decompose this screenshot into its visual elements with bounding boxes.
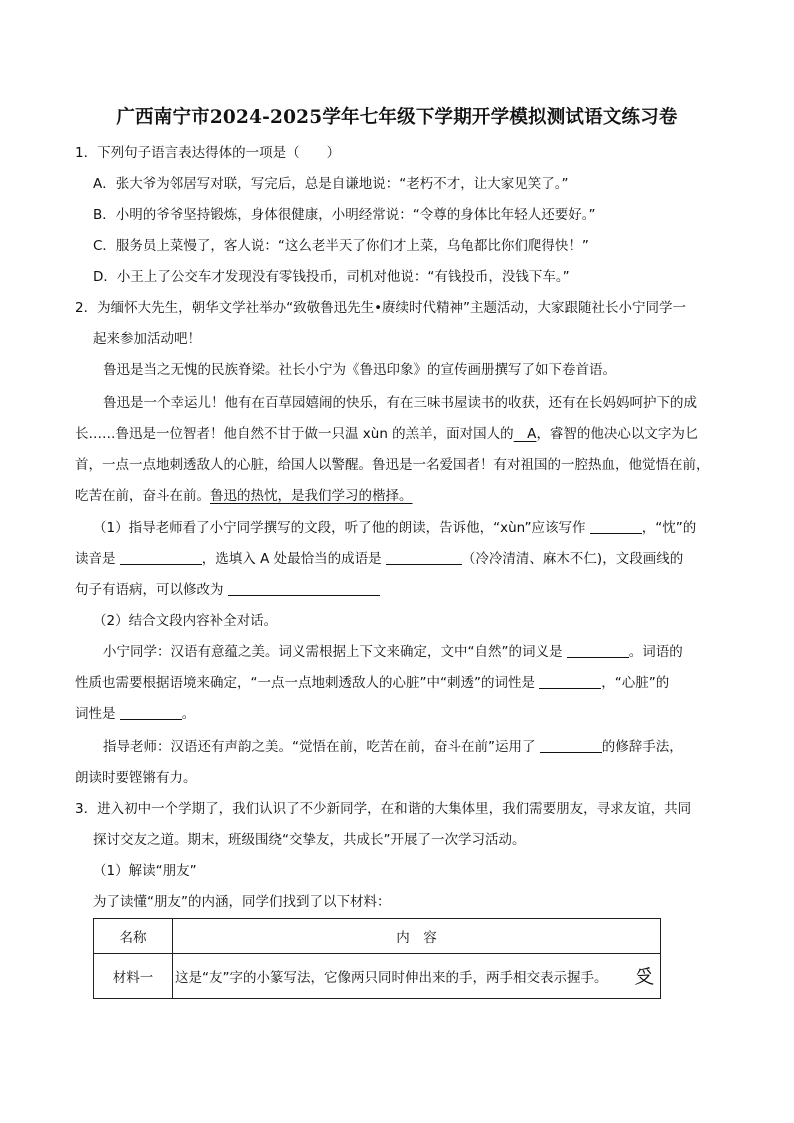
- q2-sub1-line3: [75, 580, 380, 600]
- q1-stem: 1．下列句子语言表达得体的一项是（ ）: [75, 145, 341, 161]
- answer-blank-pronunciation[interactable]: [120, 549, 202, 565]
- q1-option-c: C．服务员上菜慢了，客人说：“这么老半天了你们才上菜，乌龟都比你们爬得快！”: [93, 238, 589, 254]
- q2-sub2-title: （2）结合文段内容补全对话。: [93, 613, 278, 629]
- period-glyph: 。: [181, 706, 196, 722]
- q2-passage-line4-text: 吃苦在前，奋斗在前。: [75, 488, 210, 504]
- q3-sub1-intro: 为了读懂“朋友”的内涵，同学们找到了以下材料：: [93, 894, 391, 910]
- q2-dialog1-line2-text-b: ，“心脏”的: [601, 675, 670, 691]
- q2-dialog2-line2: 朗读时要铿锵有力。: [75, 770, 197, 786]
- q2-stem-line2: 起来参加活动吧！: [93, 331, 201, 347]
- q2-passage-line4: [75, 486, 413, 506]
- q2-dialog1-line3: [75, 704, 195, 724]
- q1-option-b: B．小明的爷爷坚持锻炼，身体很健康，小明经常说：“令尊的身体比年轻人还要好。”: [93, 207, 596, 223]
- q2-sub1-line2-text-a: 读音是: [75, 551, 116, 567]
- q2-sub1-line1-text-b: ，“忱”的: [641, 520, 697, 536]
- q2-passage-line2-text-a: 长……鲁迅是一位智者！他自然不甘于做一只温 xùn 的羔羊，面对国人的: [75, 426, 514, 442]
- table-header-name: 名称: [94, 919, 173, 954]
- q2-intro: 鲁迅是当之无愧的民族脊梁。社长小宁为《鲁迅印象》的宣传画册撰写了如下卷首语。: [103, 362, 616, 378]
- q2-dialog2-line1-text-b: 的修辞手法，: [601, 739, 683, 755]
- q2-dialog1-line1: [103, 642, 683, 662]
- answer-blank-rhetoric[interactable]: [540, 737, 602, 753]
- q2-sub1-line3-text: 句子有语病，可以修改为: [75, 582, 224, 598]
- answer-blank-correction[interactable]: [228, 580, 380, 596]
- q3-stem-line2: 探讨交友之道。期末，班级围绕“交挚友，共成长”开展了一次学习活动。: [93, 832, 526, 848]
- q2-passage-line3: 首，一点一点地刺透敌人的心脏，给国人以警醒。鲁迅是一名爱国者！有对祖国的一腔热血，他觉悟在前，: [75, 457, 710, 473]
- q1-option-d: D．小王上了公交车才发现没有零钱投币，司机对他说：“有钱投币，没钱下车。”: [93, 269, 570, 285]
- q2-dialog1-line1-text-b: 。词语的: [628, 644, 683, 660]
- answer-blank-idiom[interactable]: [386, 549, 462, 565]
- table-row: [94, 954, 661, 999]
- q2-dialog1-line1-text-a: 小宁同学：汉语有意蕴之美。词义需根据上下文来确定，文中“自然”的词义是: [103, 644, 563, 660]
- seal-script-you-glyph: 𠬪: [634, 964, 654, 988]
- q3-stem-line1: 3．进入初中一个学期了，我们认识了不少新同学，在和谐的大集体里，我们需要朋友，寻求友谊，共同: [75, 801, 692, 817]
- q2-passage-line2: [75, 424, 698, 444]
- q2-sub1-line2-text-b: ，选填入 A 处最恰当的成语是: [201, 551, 382, 567]
- q2-sub1-line2: [75, 549, 683, 569]
- table-cell-text: 这是“友”字的小篆写法，它像两只同时伸出来的手，两手相交表示握手。: [175, 970, 608, 986]
- q1-option-a: A．张大爷为邻居写对联，写完后，总是自谦地说：“老朽不才，让大家见笑了。”: [93, 176, 569, 192]
- q2-blank-a[interactable]: A: [513, 426, 537, 442]
- q2-dialog1-line2-text-a: 性质也需要根据语境来确定，“一点一点地刺透敌人的心脏”中“刺透”的词性是: [75, 675, 535, 691]
- answer-blank-pos-xinzang[interactable]: [120, 704, 182, 720]
- table-cell-content: [173, 954, 661, 999]
- q2-dialog1-line2: [75, 673, 669, 693]
- answer-blank-pos-citou[interactable]: [539, 673, 601, 689]
- q3-sub1-title: （1）解读“朋友”: [93, 863, 197, 879]
- q2-sub1-line2-text-c: （冷冷清清、麻木不仁)，文段画线的: [461, 551, 684, 567]
- q2-passage-line1: 鲁迅是一个幸运儿！他有在百草园嬉闹的快乐，有在三味书屋读书的收获，还有在长妈妈呵护下的成: [103, 395, 697, 411]
- q2-sub1-line1: [93, 518, 696, 538]
- answer-blank-meaning[interactable]: [567, 642, 629, 658]
- page-title: 广西南宁市2024-2025学年七年级下学期开学模拟测试语文练习卷: [116, 107, 678, 128]
- q2-underlined-sentence: 鲁迅的热忱，是我们学习的楷择。: [210, 488, 413, 504]
- table-header-content: 内 容: [173, 919, 661, 954]
- materials-table: [93, 918, 661, 999]
- table-cell-name: 材料一: [94, 954, 173, 999]
- table-header-row: [94, 919, 661, 954]
- q2-dialog2-line1: [103, 737, 683, 757]
- q2-sub1-line1-text-a: （1）指导老师看了小宁同学撰写的文段，听了他的朗读，告诉他，“xùn”应该写作: [93, 520, 586, 536]
- q2-dialog2-line1-text-a: 指导老师：汉语还有声韵之美。“觉悟在前，吃苦在前，奋斗在前”运用了: [103, 739, 536, 755]
- q2-stem-line1: 2．为缅怀大先生，朝华文学社举办“致敬鲁迅先生•赓续时代精神”主题活动，大家跟随社长小宁同学一: [75, 300, 687, 316]
- answer-blank-xun[interactable]: [590, 518, 642, 534]
- q2-passage-line2-text-b: ，睿智的他决心以文字为匕: [536, 426, 699, 442]
- q2-dialog1-line3-text: 词性是: [75, 706, 116, 722]
